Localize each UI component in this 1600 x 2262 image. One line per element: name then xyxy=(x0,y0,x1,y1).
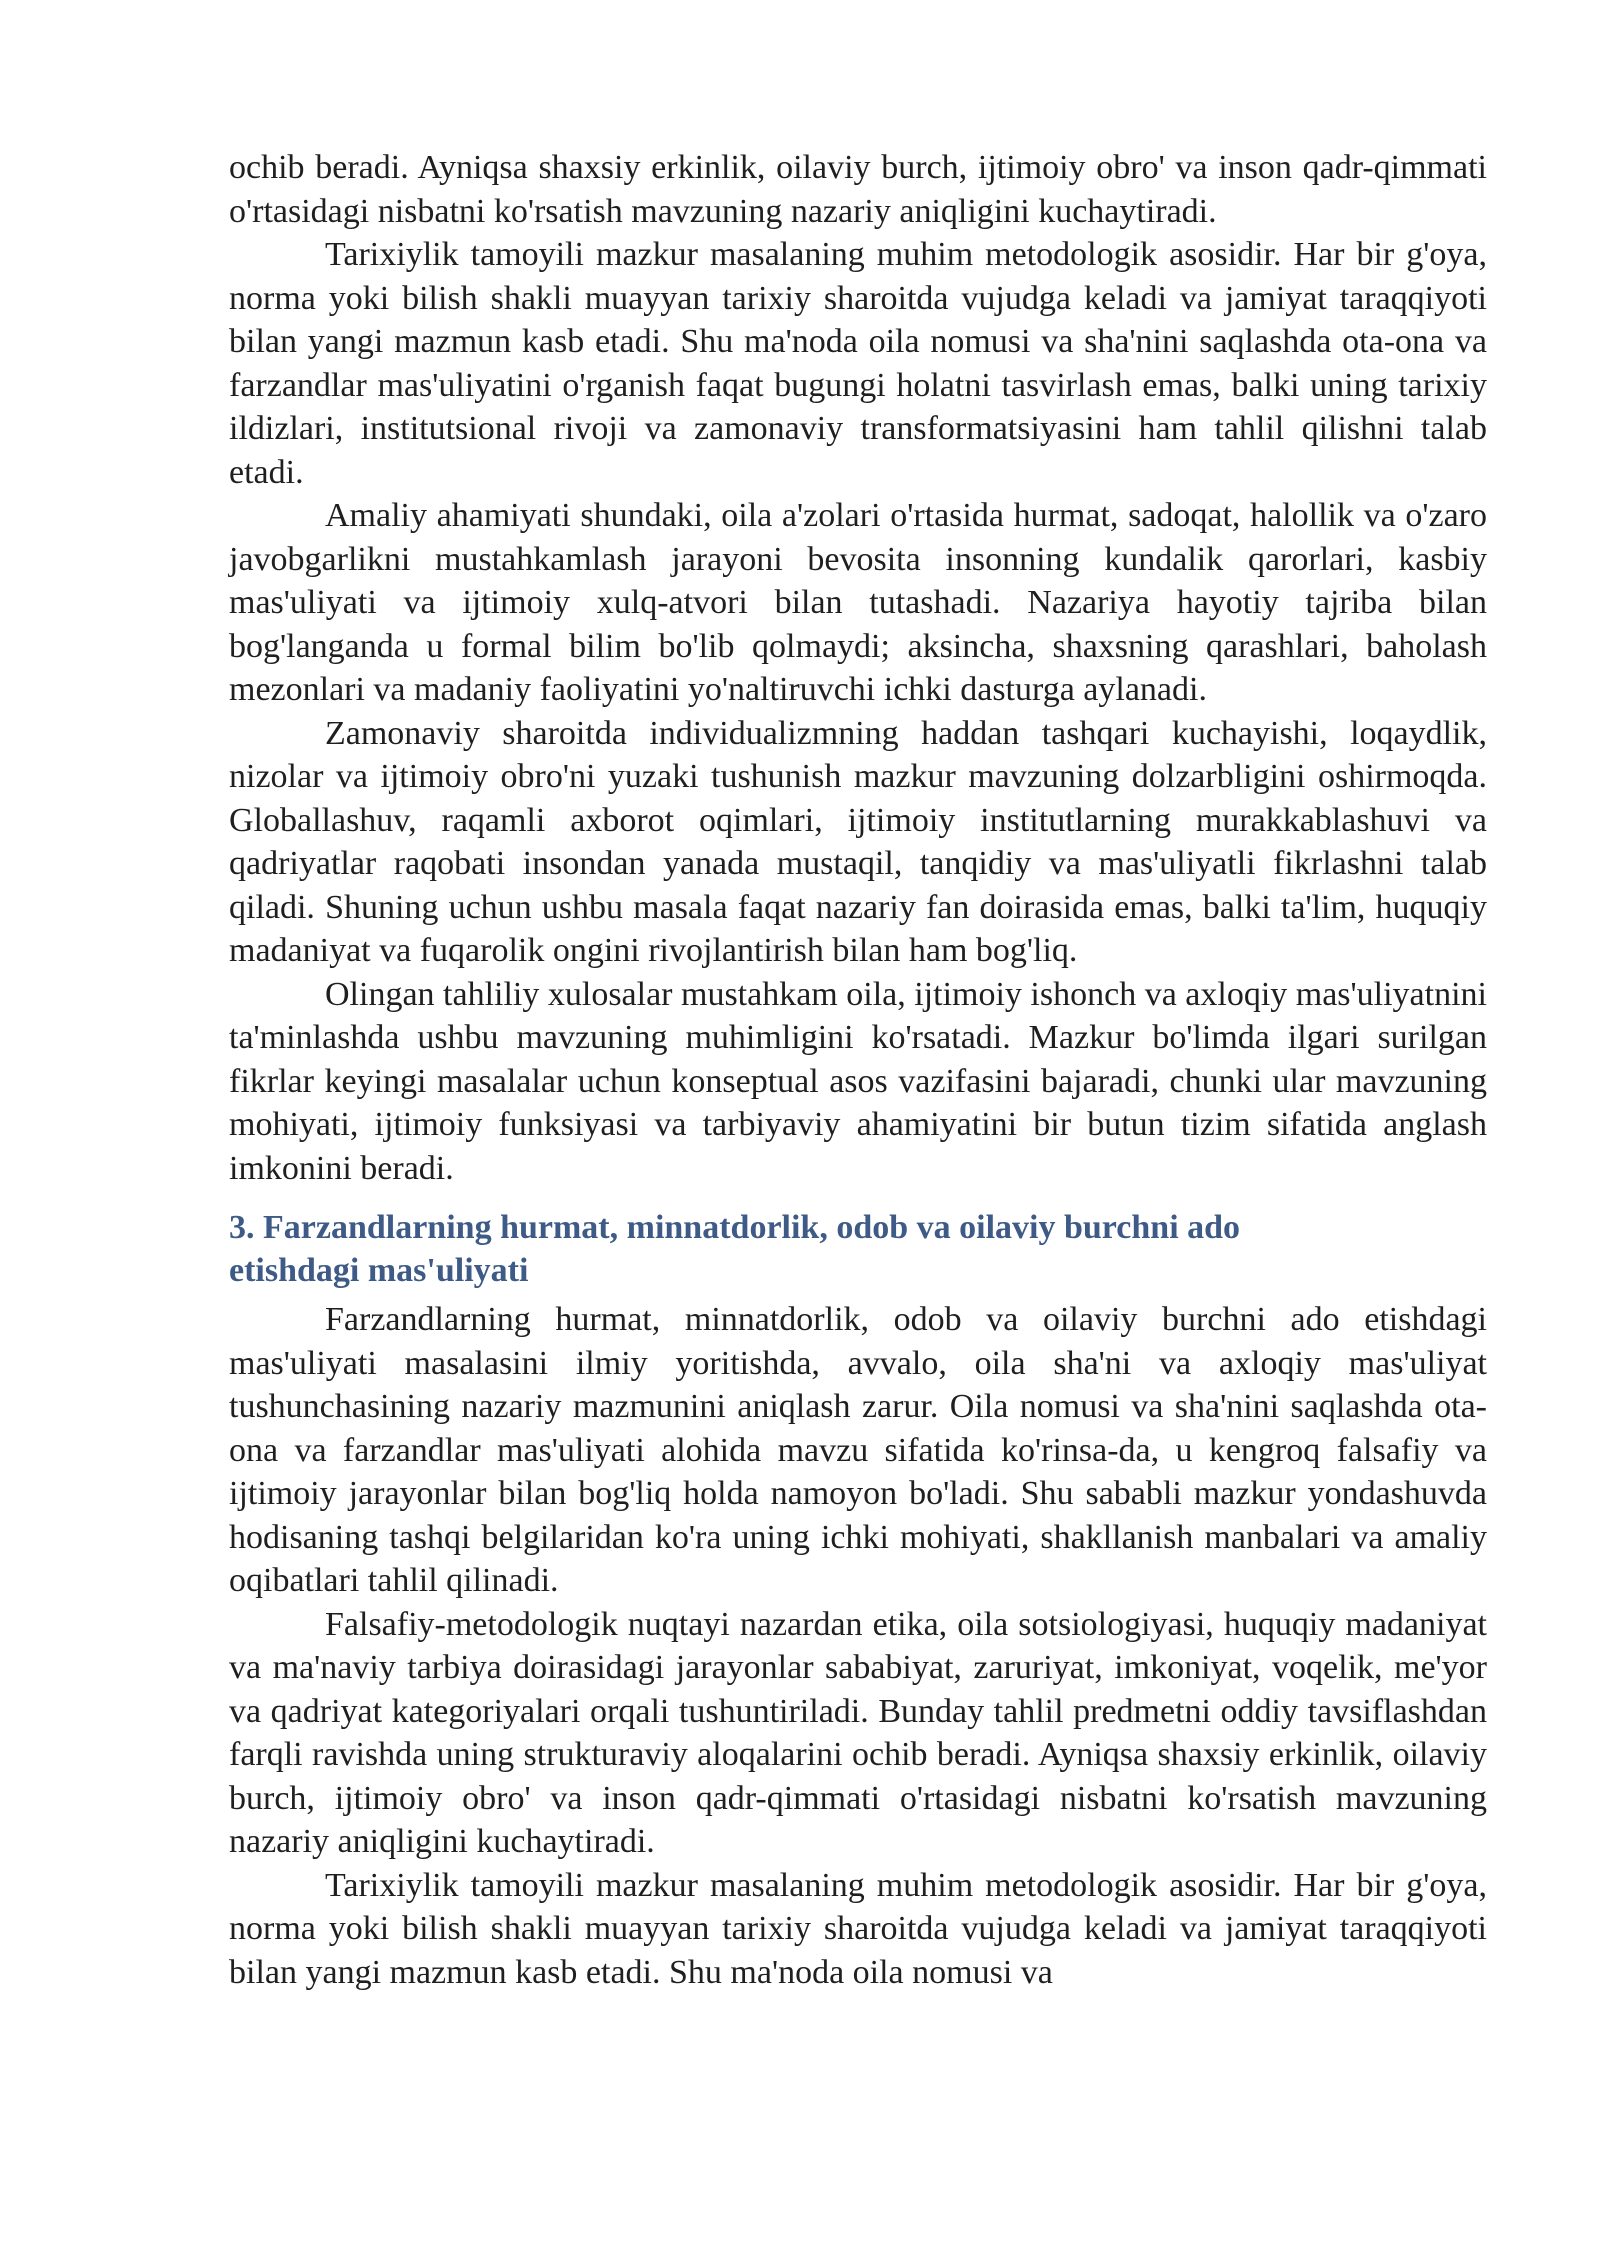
paragraph-continued: ochib beradi. Ayniqsa shaxsiy erkinlik, oilaviy burch, ijtimoiy obro' va inson qadr-qimmati o'rtasidagi nisbatni ko'rsatish mavzuning nazariy aniqligini kuchaytiradi. xyxy=(229,149,1487,230)
paragraph-modern-conditions: Zamonaviy sharoitda individualizmning haddan tashqari kuchayishi, loqaydlik, nizolar va ijtimoiy obro'ni yuzaki tushunish mazkur mavzuning dolzarbligini oshirmoqda. Globallashuv, raqamli axborot oqimlari, ijtimoiy institutlarning murakkablashuvi va qadriyatlar raqobati insondan yanada mustaqil, tanqidiy va mas'uliyatli fikrlashni talab qiladi. Shuning uchun ushbu masala faqat nazariy fan doirasida emas, balki ta'lim, huquqiy madaniyat va fuqarolik ongini rivojlantirish bilan ham bog'liq. xyxy=(229,714,1487,969)
paragraph-historicity: Tarixiylik tamoyili mazkur masalaning muhim metodologik asosidir. Har bir g'oya, norma yoki bilish shakli muayyan tarixiy sharoitda vujudga keladi va jamiyat taraqqiyoti bilan yangi mazmun kasb etadi. Shu ma'noda oila nomusi va sha'nini saqlashda ota-ona va farzandlar mas'uliyatini o'rganish faqat bugungi holatni tasvirlash emas, balki uning tarixiy ildizlari, institutsional rivoji va zamonaviy transformatsiyasini ham tahlil qilishni talab etadi. xyxy=(229,236,1487,491)
paragraph-methodology: Falsafiy-metodologik nuqtayi nazardan etika, oila sotsiologiyasi, huquqiy madaniyat va ma'naviy tarbiya doirasidagi jarayonlar sababiyat, zaruriyat, imkoniyat, voqelik, me'yor va qadriyat kategoriyalari orqali tushuntiriladi. Bunday tahlil predmetni oddiy tavsiflashdan farqli ravishda uning strukturaviy aloqalarini ochib beradi. Ayniqsa shaxsiy erkinlik, oilaviy burch, ijtimoiy obro' va inson qadr-qimmati o'rtasidagi nisbatni ko'rsatish mavzuning nazariy aniqligini kuchaytiradi. xyxy=(229,1605,1487,1860)
paragraph-section-intro: Farzandlarning hurmat, minnatdorlik, odob va oilaviy burchni ado etishdagi mas'uliyati masalasini ilmiy yoritishda, avvalo, oila sha'ni va axloqiy mas'uliyat tushunchasining nazariy mazmunini aniqlash zarur. Oila nomusi va sha'nini saqlashda ota-ona va farzandlar mas'uliyati alohida mavzu sifatida ko'rinsa-da, u kengroq falsafiy va ijtimoiy jarayonlar bilan bog'liq holda namoyon bo'ladi. Shu sababli mazkur yondashuvda hodisaning tashqi belgilaridan ko'ra uning ichki mohiyati, shakllanish manbalari va amaliy oqibatlari tahlil qilinadi. xyxy=(229,1301,1487,1599)
section-heading-line2: etishdagi mas'uliyati xyxy=(229,1252,529,1289)
document-page xyxy=(229,146,1487,1994)
section-heading xyxy=(229,1206,1487,1292)
paragraph-practical-significance: Amaliy ahamiyati shundaki, oila a'zolari o'rtasida hurmat, sadoqat, halollik va o'zaro javobgarlikni mustahkamlash jarayoni bevosita insonning kundalik qarorlari, kasbiy mas'uliyati va ijtimoiy xulq-atvori bilan tutashadi. Nazariya hayotiy tajriba bilan bog'langanda u formal bilim bo'lib qolmaydi; aksincha, shaxsning qarashlari, baholash mezonlari va madaniy faoliyatini yo'naltiruvchi ichki dasturga aylanadi. xyxy=(229,497,1487,708)
paragraph-historicity-repeat: Tarixiylik tamoyili mazkur masalaning muhim metodologik asosidir. Har bir g'oya, norma yoki bilish shakli muayyan tarixiy sharoitda vujudga keladi va jamiyat taraqqiyoti bilan yangi mazmun kasb etadi. Shu ma'noda oila nomusi va xyxy=(229,1866,1487,1991)
section-heading-line1: 3. Farzandlarning hurmat, minnatdorlik, odob va oilaviy burchni ado xyxy=(229,1209,1241,1246)
paragraph-conclusions: Olingan tahliliy xulosalar mustahkam oila, ijtimoiy ishonch va axloqiy mas'uliyatnini ta'minlashda ushbu mavzuning muhimligini ko'rsatadi. Mazkur bo'limda ilgari surilgan fikrlar keyingi masalalar uchun konseptual asos vazifasini bajaradi, chunki ular mavzuning mohiyati, ijtimoiy funksiyasi va tarbiyaviy ahamiyatini bir butun tizim sifatida anglash imkonini beradi. xyxy=(229,975,1487,1187)
